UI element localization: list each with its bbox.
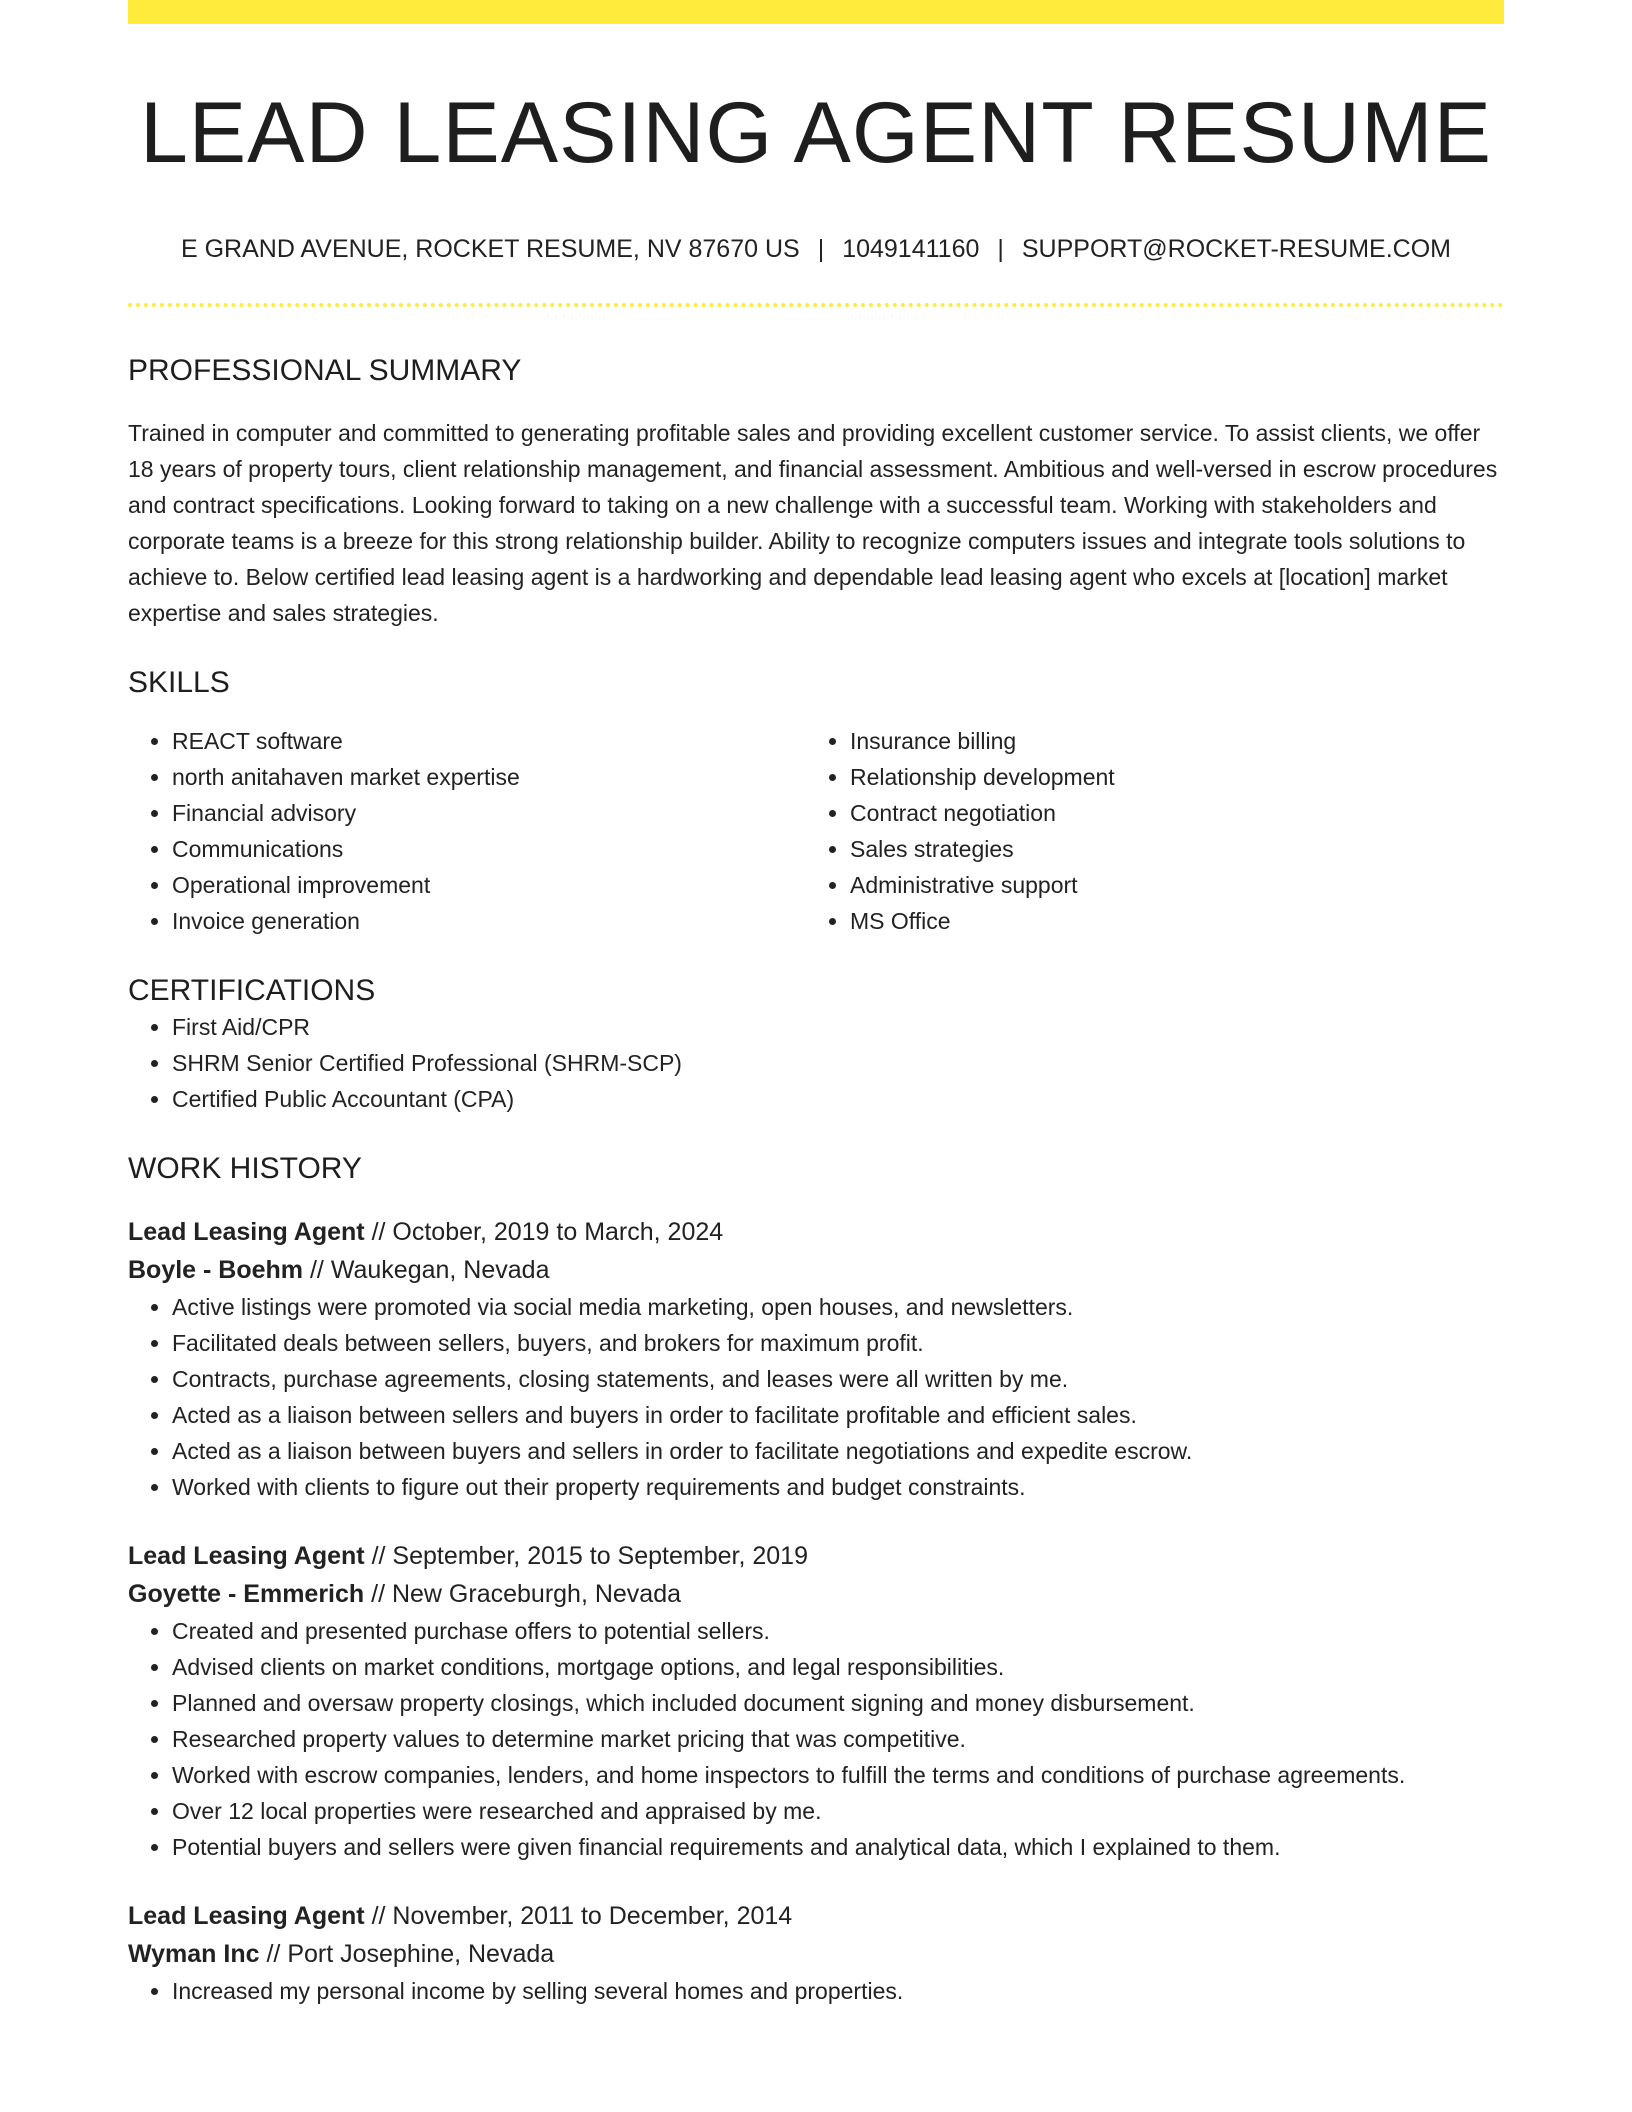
skill-item: • Operational improvement xyxy=(172,867,806,903)
job-location: // New Graceburgh, Nevada xyxy=(371,1580,682,1609)
job-company-line xyxy=(128,1251,1504,1289)
skill-item: • Insurance billing xyxy=(850,723,1484,759)
summary-text: Trained in computer and committed to generating profitable sales and providing excellent customer service. To assist clients, we offer 18 years of property tours, client relationship management, and financial assessment. Ambitious and well-versed in escrow procedures and contract specifications. Looking forward to taking on a new challenge with a successful team. Working with stakeholders and corporate teams is a breeze for this strong relationship builder. Ability to recognize computers issues and integrate tools solutions to achieve to. Below certified lead leasing agent is a hardworking and dependable lead leasing agent who excels at [location] market expertise and sales strategies. xyxy=(128,420,1498,627)
contact-separator: | xyxy=(997,234,1004,263)
top-accent-bar xyxy=(128,0,1504,24)
contact-separator: | xyxy=(817,234,825,263)
skill-item: • Relationship development xyxy=(850,759,1484,795)
skills-column-left xyxy=(128,723,806,939)
job-bullets xyxy=(128,1289,1504,1505)
resume-title: LEAD LEASING AGENT RESUME xyxy=(139,85,1493,181)
job-entry xyxy=(128,1537,1504,1865)
job-bullets xyxy=(128,1613,1504,1865)
skill-item: • Financial advisory xyxy=(172,795,806,831)
job-bullet: • Over 12 local properties were researched and appraised by me. xyxy=(172,1793,1504,1829)
skill-item: • Administrative support xyxy=(850,867,1484,903)
job-company-line xyxy=(128,1575,1504,1613)
job-company: Goyette - Emmerich xyxy=(128,1580,365,1609)
skill-item: • Sales strategies xyxy=(850,831,1484,867)
job-company: Wyman Inc xyxy=(128,1940,260,1969)
job-bullet: • Worked with clients to figure out their property requirements and budget constraints. xyxy=(172,1469,1504,1505)
job-bullet: • Acted as a liaison between buyers and sellers in order to facilitate negotiations and expedite escrow. xyxy=(172,1433,1504,1469)
job-company: Boyle - Boehm xyxy=(128,1256,304,1285)
job-location: // Port Josephine, Nevada xyxy=(266,1940,555,1969)
job-dates: // October, 2019 to March, 2024 xyxy=(371,1218,724,1247)
job-bullet: • Created and presented purchase offers to potential sellers. xyxy=(172,1613,1504,1649)
certifications-list xyxy=(128,1009,1504,1117)
job-entry xyxy=(128,1897,1504,2009)
certification-item: • Certified Public Accountant (CPA) xyxy=(172,1081,1504,1117)
certification-item: • SHRM Senior Certified Professional (SHRM-SCP) xyxy=(172,1045,1504,1081)
job-company-line xyxy=(128,1935,1504,1973)
job-bullet: • Potential buyers and sellers were given financial requirements and analytical data, which I explained to them. xyxy=(172,1829,1504,1865)
job-title-line xyxy=(128,1213,1504,1251)
job-title-line xyxy=(128,1897,1504,1935)
resume-page xyxy=(128,0,1504,2009)
work-history-heading: WORK HISTORY xyxy=(128,1152,362,1186)
job-title: Lead Leasing Agent xyxy=(128,1542,365,1571)
skill-item: • REACT software xyxy=(172,723,806,759)
job-entry xyxy=(128,1213,1504,1505)
skill-item: • north anitahaven market expertise xyxy=(172,759,806,795)
job-dates: // November, 2011 to December, 2014 xyxy=(371,1902,793,1931)
job-bullets xyxy=(128,1973,1504,2009)
job-bullet: • Increased my personal income by selling several homes and properties. xyxy=(172,1973,1504,2009)
skill-item: • Invoice generation xyxy=(172,903,806,939)
skill-item: • Contract negotiation xyxy=(850,795,1484,831)
job-bullet: • Researched property values to determine market pricing that was competitive. xyxy=(172,1721,1504,1757)
skills-heading: SKILLS xyxy=(128,666,230,700)
dotted-divider xyxy=(128,303,1504,307)
job-bullet: • Contracts, purchase agreements, closing statements, and leases were all written by me. xyxy=(172,1361,1504,1397)
certification-item: • First Aid/CPR xyxy=(172,1009,1504,1045)
contact-line xyxy=(128,233,1504,266)
job-title: Lead Leasing Agent xyxy=(128,1902,365,1931)
skill-item: • MS Office xyxy=(850,903,1484,939)
job-location: // Waukegan, Nevada xyxy=(309,1256,550,1285)
job-title-line xyxy=(128,1537,1504,1575)
contact-email: SUPPORT@ROCKET-RESUME.COM xyxy=(1021,234,1452,263)
skills-column-right xyxy=(806,723,1484,939)
job-bullet: • Worked with escrow companies, lenders, and home inspectors to fulfill the terms and conditions of purchase agreements. xyxy=(172,1757,1504,1793)
skills-grid xyxy=(128,723,1504,939)
job-bullet: • Acted as a liaison between sellers and buyers in order to facilitate profitable and efficient sales. xyxy=(172,1397,1504,1433)
skill-item: • Communications xyxy=(172,831,806,867)
contact-address: E GRAND AVENUE, ROCKET RESUME, NV 87670 US xyxy=(180,234,800,263)
job-bullet: • Active listings were promoted via social media marketing, open houses, and newsletters. xyxy=(172,1289,1504,1325)
job-bullet: • Facilitated deals between sellers, buyers, and brokers for maximum profit. xyxy=(172,1325,1504,1361)
job-title: Lead Leasing Agent xyxy=(128,1218,365,1247)
job-dates: // September, 2015 to September, 2019 xyxy=(371,1542,808,1571)
job-bullet: • Advised clients on market conditions, mortgage options, and legal responsibilities. xyxy=(172,1649,1504,1685)
contact-phone: 1049141160 xyxy=(842,234,980,263)
summary-heading: PROFESSIONAL SUMMARY xyxy=(128,354,522,388)
job-bullet: • Planned and oversaw property closings, which included document signing and money disbursement. xyxy=(172,1685,1504,1721)
certifications-heading: CERTIFICATIONS xyxy=(128,974,376,1008)
